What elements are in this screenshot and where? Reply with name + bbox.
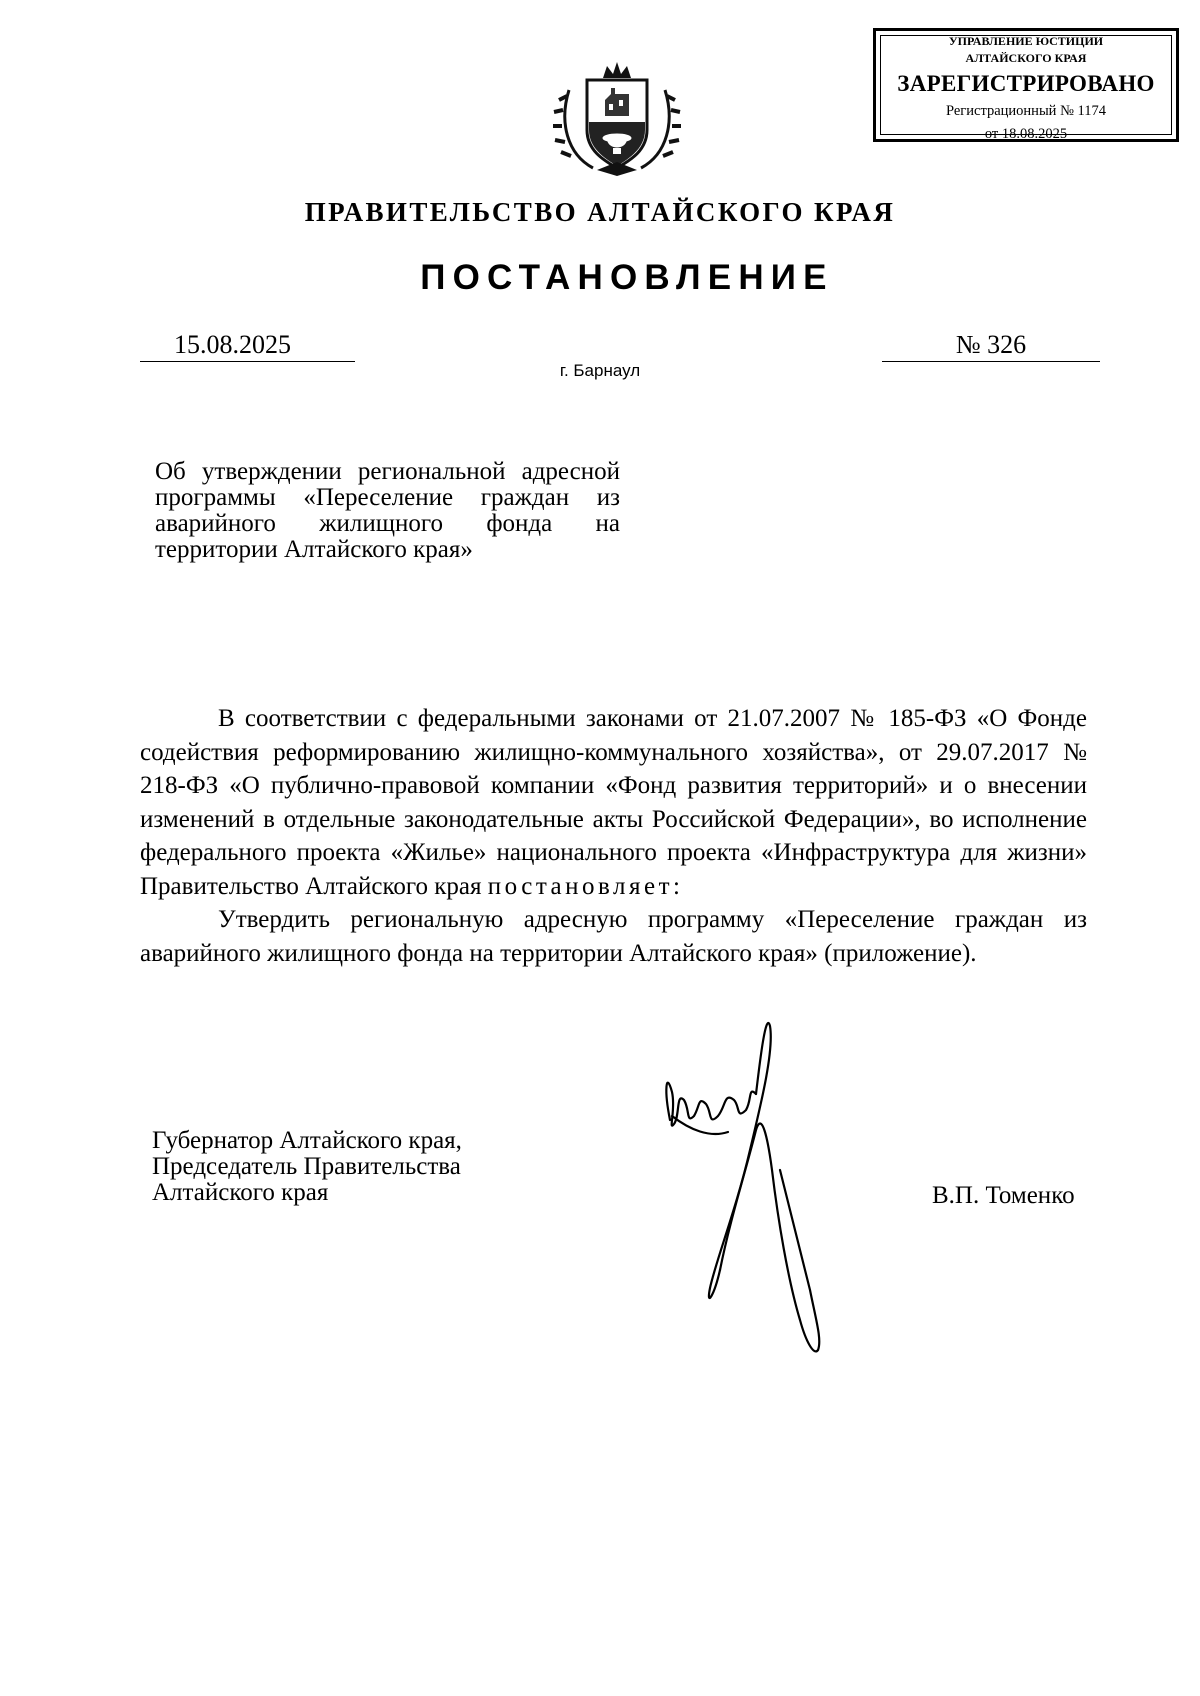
stamp-reg-date: от 18.08.2025 [984,126,1068,142]
decree-verb: постановляет: [487,872,684,900]
signer-name: В.П. Томенко [932,1182,1075,1209]
government-title: ПРАВИТЕЛЬСТВО АЛТАЙСКОГО КРАЯ [304,197,896,227]
handwritten-signature [650,1020,870,1400]
document-type-title: ПОСТАНОВЛЕНИЕ [420,258,834,297]
decree-date-field [140,330,355,362]
signer-position [152,1128,462,1206]
signer-position-line3: Алтайского края [152,1179,329,1206]
city: г. Барнаул [559,361,641,380]
signer-position-line2: Председатель Правительства [152,1153,461,1180]
decree-body [140,702,1087,970]
paragraph-1-text: В соответствии с федеральными законами от 21.07.2007 № 185-ФЗ «О Фонде содействия реформированию жилищно-коммунального хозяйства», от 29.07.2017 № 218-ФЗ «О публично-правовой компании «Фонд развития территорий» и о внесении изменений в отдельные законодательные акты Российской Федерации», во исполнение федерального проекта «Жилье» национального проекта «Инфраструктура для жизни» Правительство Алтайского края [140,705,1087,900]
decree-subject: Об утверждении региональной адресной программы «Переселение граждан из аварийного жилищного фонда на территории Алтайского края» [155,458,620,563]
stamp-inner-border [880,35,1172,135]
stamp-registered: ЗАРЕГИСТРИРОВАНО [897,71,1155,96]
stamp-org-line1: УПРАВЛЕНИЕ ЮСТИЦИИ [948,34,1104,48]
coat-of-arms-emblem [553,60,681,180]
stamp-reg-number: Регистрационный № 1174 [946,103,1106,119]
body-paragraph-1 [140,702,1087,903]
registration-stamp [873,28,1179,142]
signer-position-line1: Губернатор Алтайского края, [152,1127,462,1154]
decree-number: № 326 [955,330,1027,359]
stamp-org-line2: АЛТАЙСКОГО КРАЯ [965,51,1087,65]
body-paragraph-2: Утвердить региональную адресную программу «Переселение граждан из аварийного жилищного фонда на территории Алтайского края» (приложение). [140,906,1087,967]
decree-number-field [882,330,1100,362]
decree-date: 15.08.2025 [174,330,291,359]
